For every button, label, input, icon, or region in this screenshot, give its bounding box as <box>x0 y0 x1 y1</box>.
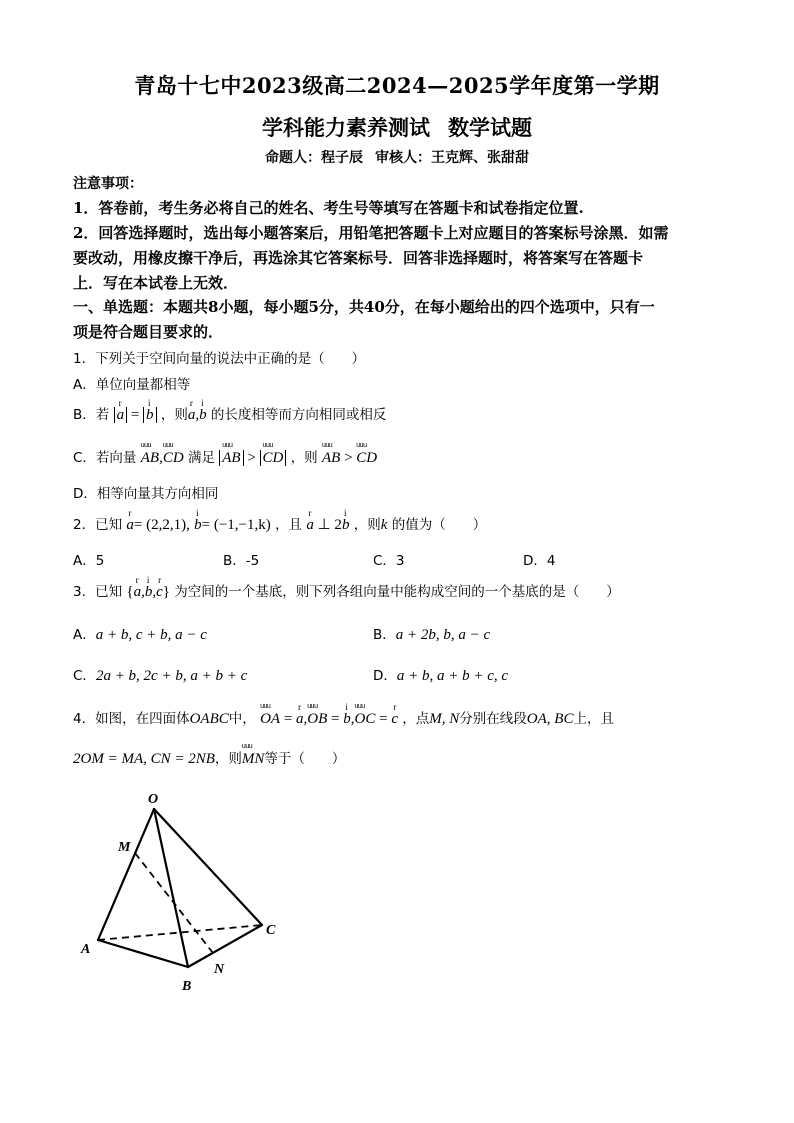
exam-authors <box>0 147 794 167</box>
q1-stem: 1．下列关于空间向量的说法中正确的是（ ） <box>73 351 366 367</box>
label-b: B <box>182 979 192 994</box>
edge-oc <box>154 809 262 925</box>
label-n: N <box>214 962 225 977</box>
tetrahedron-figure <box>70 785 300 1000</box>
edge-ob <box>154 809 188 967</box>
q2-option-a: A．5 <box>73 553 105 569</box>
notice-heading: 注意事项： <box>73 176 143 192</box>
q1-option-c: C．若向量 uuu AB,uuu CD 满足 uuu AB > uuu CD ，则 uuu AB > uuu CD <box>73 446 377 467</box>
q3-stem: 3．已知 {r a,i b,r c} 为空间的一个基底，则下列各组向量中能构成空间的一个基底的是（ ） <box>73 580 620 601</box>
q2-stem: 2．已知 r a= (2,2,1), i b= (−1,−1,k) ，且 r a ⊥ 2i b ，则k 的值为（ ） <box>73 513 486 534</box>
title-subject: 学科能力素养测试 <box>262 115 430 140</box>
q4-stem-line1: 4．如图，在四面体OABC中， uuu OA = r a,uuu OB = i b,uuu OC = r c ，点M, N分别在线段OA, BC上，且 <box>73 707 614 728</box>
q1-option-b: B．若 r a = i b ，则r a,i b 的长度相等而方向相同或相反 <box>73 403 386 424</box>
exam-title-line1: 青岛十七中2023级高二2024—2025学年度第一学期 <box>134 73 660 98</box>
edge-ab <box>98 940 188 967</box>
author-reviewer: 审核人：王克辉、张甜甜 <box>375 150 529 166</box>
q3-option-c: C．2a + b, 2c + b, a + b + c <box>73 668 248 684</box>
q2-option-c: C．3 <box>373 553 405 569</box>
author-setter: 命题人：程子辰 <box>265 150 363 166</box>
label-m: M <box>118 840 131 855</box>
edge-oa <box>98 809 154 940</box>
notice-item-2-line2: 要改动，用橡皮擦干净后，再选涂其它答案标号．回答非选择题时，将答案写在答题卡 <box>73 249 644 267</box>
label-c: C <box>266 923 276 938</box>
q2-option-b: B．-5 <box>223 553 260 569</box>
notice-item-1: 1．答卷前，考生务必将自己的姓名、考生号等填写在答题卡和试卷指定位置. <box>73 199 584 217</box>
q3-option-b: B．a + 2b, b, a − c <box>373 627 491 643</box>
q2-option-d: D．4 <box>523 553 556 569</box>
label-a: A <box>81 942 91 957</box>
section-heading-line2: 项是符合题目要求的． <box>73 323 224 341</box>
exam-title-line2 <box>0 112 794 142</box>
title-math: 数学试题 <box>448 115 532 140</box>
notice-item-2-line1: 2．回答选择题时，选出每小题答案后，用铅笔把答题卡上对应题目的答案标号涂黑．如需 <box>73 224 669 242</box>
segment-mn <box>135 853 213 953</box>
notice-item-2-line3: 上．写在本试卷上无效． <box>73 274 239 292</box>
q1-option-a: A．单位向量都相等 <box>73 377 191 393</box>
q3-option-a: A．a + b, c + b, a − c <box>73 627 207 643</box>
q4-stem-line2: 2OM = MA, CN = 2NB，则uuu MN等于（ ） <box>73 747 345 768</box>
section-heading-line1: 一、单选题：本题共8小题，每小题5分，共40分，在每小题给出的四个选项中，只有一 <box>73 298 655 316</box>
label-o: O <box>148 792 159 807</box>
q1-option-d: D．相等向量其方向相同 <box>73 486 219 502</box>
q3-option-d: D．a + b, a + b + c, c <box>373 668 509 684</box>
